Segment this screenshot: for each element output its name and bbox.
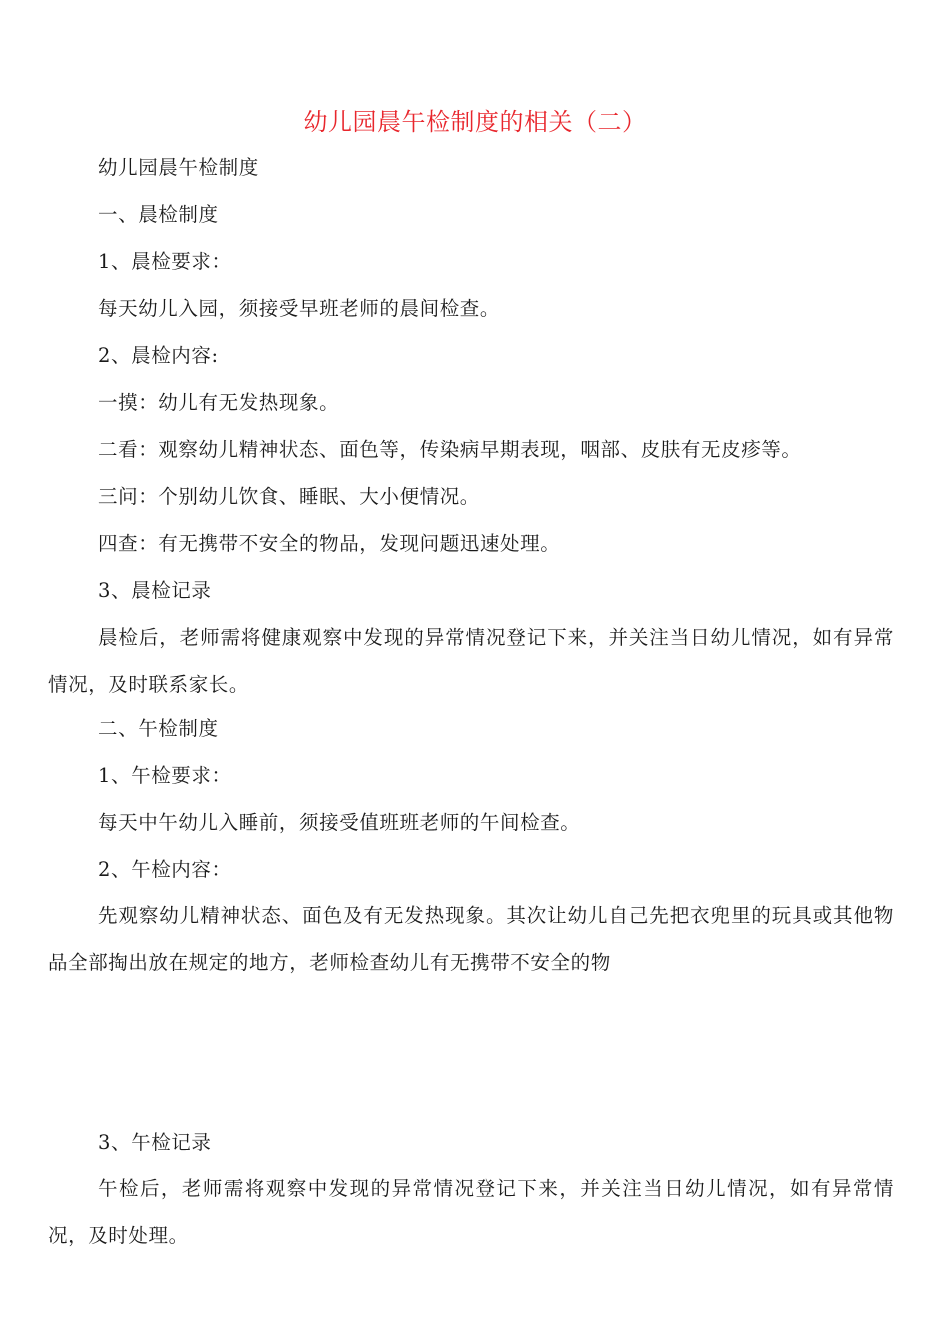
morning-content-ask: 三问：个别幼儿饮食、睡眠、大小便情况。 <box>98 485 480 508</box>
morning-content-heading: 2、晨检内容: <box>98 344 219 367</box>
morning-record-paragraph: 晨检后，老师需将健康观察中发现的异常情况登记下来，并关注当日幼儿情况，如有异常情况，及时联系家长。 <box>48 626 894 696</box>
section-heading-morning: 一、晨检制度 <box>98 203 219 226</box>
morning-requirement-text: 每天幼儿入园，须接受早班老师的晨间检查。 <box>98 297 501 320</box>
noon-record-paragraph: 午检后，老师需将观察中发现的异常情况登记下来，并关注当日幼儿情况，如有异常情况，及时处理。 <box>48 1177 894 1247</box>
morning-record-heading: 3、晨检记录 <box>98 579 212 602</box>
document-title: 幼儿园晨午检制度的相关（二） <box>303 108 647 136</box>
morning-content-look: 二看：观察幼儿精神状态、面色等，传染病早期表现，咽部、皮肤有无皮疹等。 <box>98 438 802 461</box>
section-heading-noon: 二、午检制度 <box>98 717 219 740</box>
noon-requirement-heading: 1、午检要求： <box>98 764 232 787</box>
noon-record-heading: 3、午检记录 <box>98 1131 212 1154</box>
morning-content-touch: 一摸：幼儿有无发热现象。 <box>98 391 340 414</box>
morning-content-check: 四查：有无携带不安全的物品，发现问题迅速处理。 <box>98 532 561 555</box>
noon-content-heading: 2、午检内容： <box>98 858 232 881</box>
morning-requirement-heading: 1、晨检要求： <box>98 250 232 273</box>
subtitle-line: 幼儿园晨午检制度 <box>98 156 259 179</box>
noon-requirement-text: 每天中午幼儿入睡前，须接受值班班老师的午间检查。 <box>98 811 581 834</box>
noon-content-paragraph: 先观察幼儿精神状态、面色及有无发热现象。其次让幼儿自己先把衣兜里的玩具或其他物品全部掏出放在规定的地方，老师检查幼儿有无携带不安全的物 <box>48 904 894 974</box>
